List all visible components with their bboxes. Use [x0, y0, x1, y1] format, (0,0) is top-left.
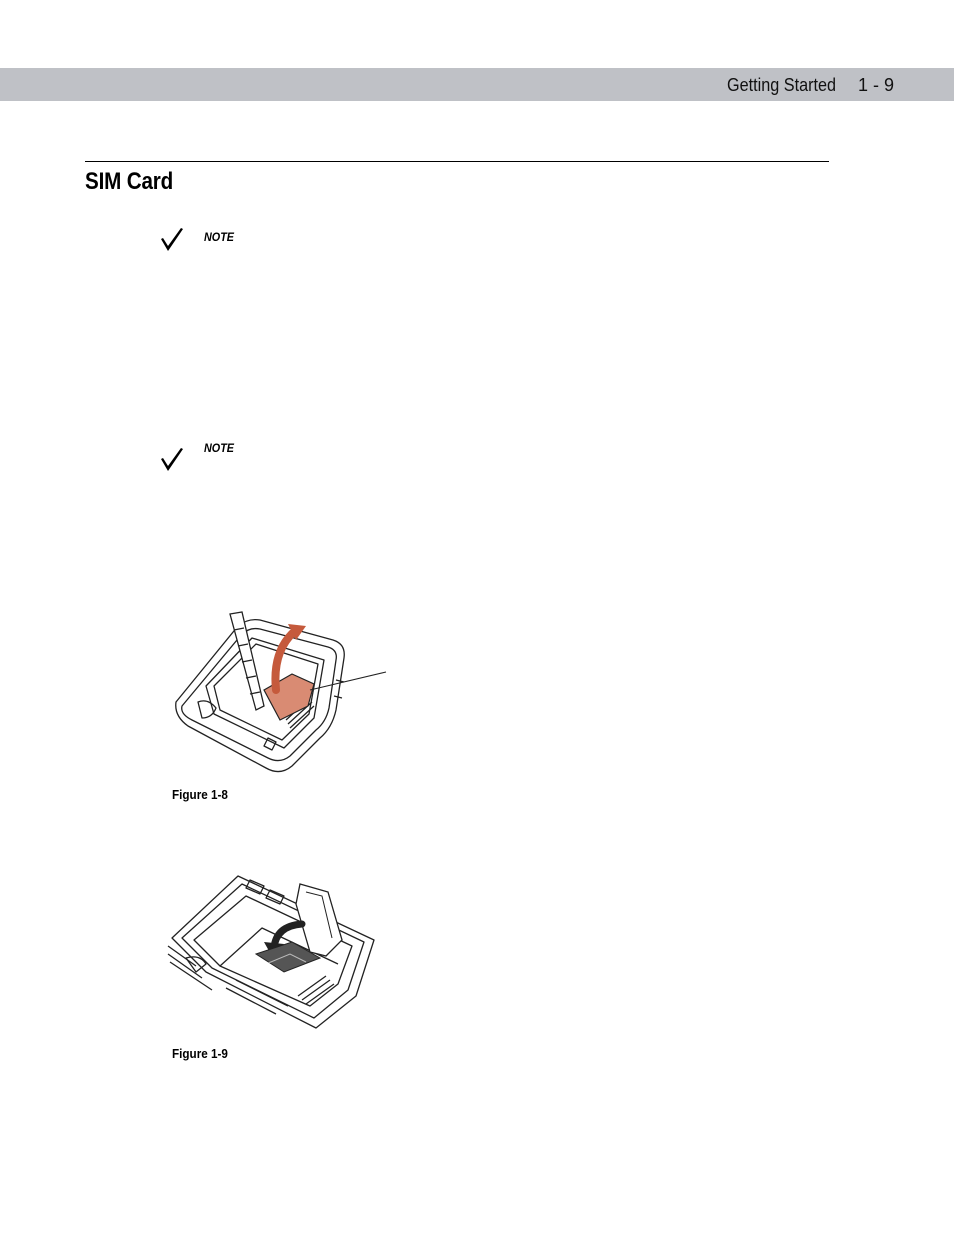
note-label: NOTE [204, 230, 235, 244]
checkmark-icon [160, 446, 184, 472]
figure-caption: Figure 1-9 [172, 1046, 228, 1061]
checkmark-icon [160, 226, 184, 252]
running-header-page-number: 1 - 9 [857, 75, 894, 95]
running-header-section: Getting Started [727, 75, 836, 95]
section-rule [85, 161, 829, 162]
figure-caption: Figure 1-8 [172, 787, 228, 802]
figure-sim-insert [166, 868, 381, 1036]
note-label: NOTE [204, 441, 235, 455]
section-title: SIM Card [85, 168, 174, 195]
figure-sim-door-open [168, 610, 393, 780]
